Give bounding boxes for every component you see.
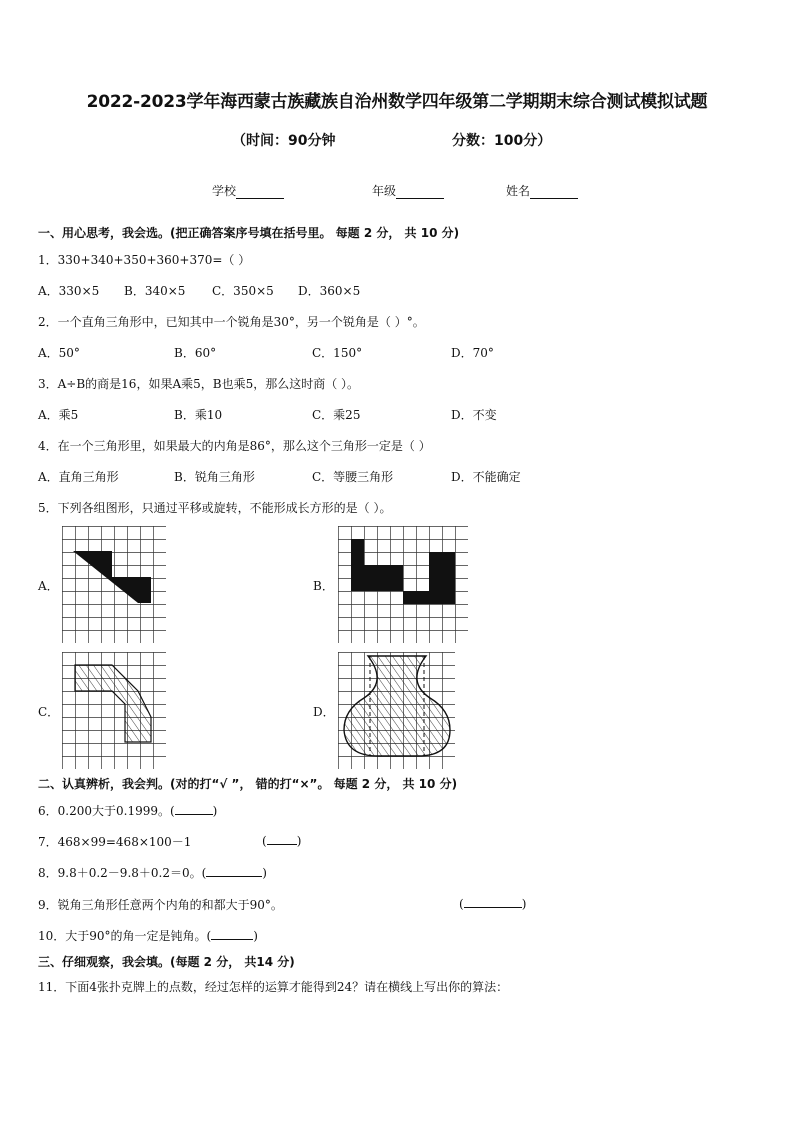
q2-stem: 2．一个直角三角形中，已知其中一个锐角是30°，另一个锐角是（ ）°。: [38, 315, 425, 329]
q7-answer-blank[interactable]: [267, 833, 297, 845]
q5-option-d[interactable]: D．: [313, 705, 335, 719]
grade-field[interactable]: [372, 182, 444, 199]
section-2-heading: 二、认真辨析，我会判。(对的打“√ ”， 错的打“×”。 每题 2 分， 共 10 分): [38, 777, 458, 791]
figure-b-shape: [351, 539, 455, 604]
school-label: 学校: [212, 184, 237, 198]
q8: 8．9.8＋0.2－9.8＋0.2＝0。( ): [38, 866, 267, 880]
q2-option-c[interactable]: C．150°: [312, 346, 363, 360]
q1-option-d[interactable]: D．360×5: [298, 284, 361, 298]
q4-option-d[interactable]: D．不能确定: [451, 470, 521, 484]
q5-stem: 5．下列各组图形，只通过平移或旋转，不能形成长方形的是（ ）。: [38, 501, 392, 515]
q6: 6．0.200大于0.1999。( ): [38, 804, 218, 818]
q2-option-a[interactable]: A．50°: [38, 346, 80, 360]
q4-option-c[interactable]: C．等腰三角形: [312, 470, 394, 484]
q5-option-a[interactable]: A．: [38, 579, 59, 593]
exam-score: 分数：100分）: [452, 133, 552, 149]
q4-option-a[interactable]: A．直角三角形: [38, 470, 119, 484]
q4-option-b[interactable]: B．锐角三角形: [174, 470, 255, 484]
q3-option-a[interactable]: A．乘5: [38, 408, 79, 422]
q3-option-d[interactable]: D．不变: [451, 408, 497, 422]
q6-answer-blank[interactable]: [175, 803, 213, 815]
q7-answer: ( ): [262, 834, 302, 848]
q10: 10．大于90°的角一定是钝角。( ): [38, 929, 258, 943]
figure-d-shape: [344, 656, 450, 756]
exam-time: （时间：90分钟: [232, 133, 336, 149]
q9-answer-blank[interactable]: [464, 896, 522, 908]
q2-option-b[interactable]: B．60°: [174, 346, 217, 360]
q9-answer: ( ): [459, 897, 527, 911]
grade-label: 年级: [372, 184, 397, 198]
q5-option-c[interactable]: C．: [38, 705, 60, 719]
name-field[interactable]: [506, 182, 578, 199]
q2-option-d[interactable]: D．70°: [451, 346, 494, 360]
q1-option-a[interactable]: A．330×5: [38, 284, 100, 298]
school-field[interactable]: [212, 182, 284, 199]
q7: 7．468×99=468×100－1: [38, 835, 192, 849]
q3-stem: 3．A÷B的商是16，如果A乘5，B也乘5，那么这时商（ ）。: [38, 377, 360, 391]
figure-b-grid: [338, 526, 468, 644]
q1-stem: 1．330+340+350+360+370=（ ）: [38, 253, 251, 267]
section-3-heading: 三、仔细观察，我会填。(每题 2 分， 共14 分): [38, 955, 295, 969]
figure-a-shape: [73, 551, 151, 603]
q10-answer-blank[interactable]: [211, 928, 253, 940]
figure-c-grid: [62, 652, 170, 770]
figure-d-grid: [338, 652, 458, 770]
q9: 9．锐角三角形任意两个内角的和都大于90°。: [38, 898, 283, 912]
name-label: 姓名: [506, 184, 531, 198]
q4-stem: 4．在一个三角形里，如果最大的内角是86°，那么这个三角形一定是（ ）: [38, 439, 431, 453]
section-1-heading: 一、用心思考，我会选。(把正确答案序号填在括号里。 每题 2 分， 共 10 分): [38, 226, 460, 240]
q5-option-b[interactable]: B．: [313, 579, 334, 593]
page-title: 2022-2023学年海西蒙古族藏族自治州数学四年级第二学期期末综合测试模拟试题: [86, 92, 708, 112]
q8-answer-blank[interactable]: [206, 865, 262, 877]
q3-option-c[interactable]: C．乘25: [312, 408, 361, 422]
q3-option-b[interactable]: B．乘10: [174, 408, 223, 422]
q1-option-c[interactable]: C．350×5: [212, 284, 274, 298]
figure-a-grid: [62, 526, 170, 644]
q11-stem: 11．下面4张扑克牌上的点数，经过怎样的运算才能得到24？请在横线上写出你的算法：: [38, 980, 509, 994]
q1-option-b[interactable]: B．340×5: [124, 284, 186, 298]
